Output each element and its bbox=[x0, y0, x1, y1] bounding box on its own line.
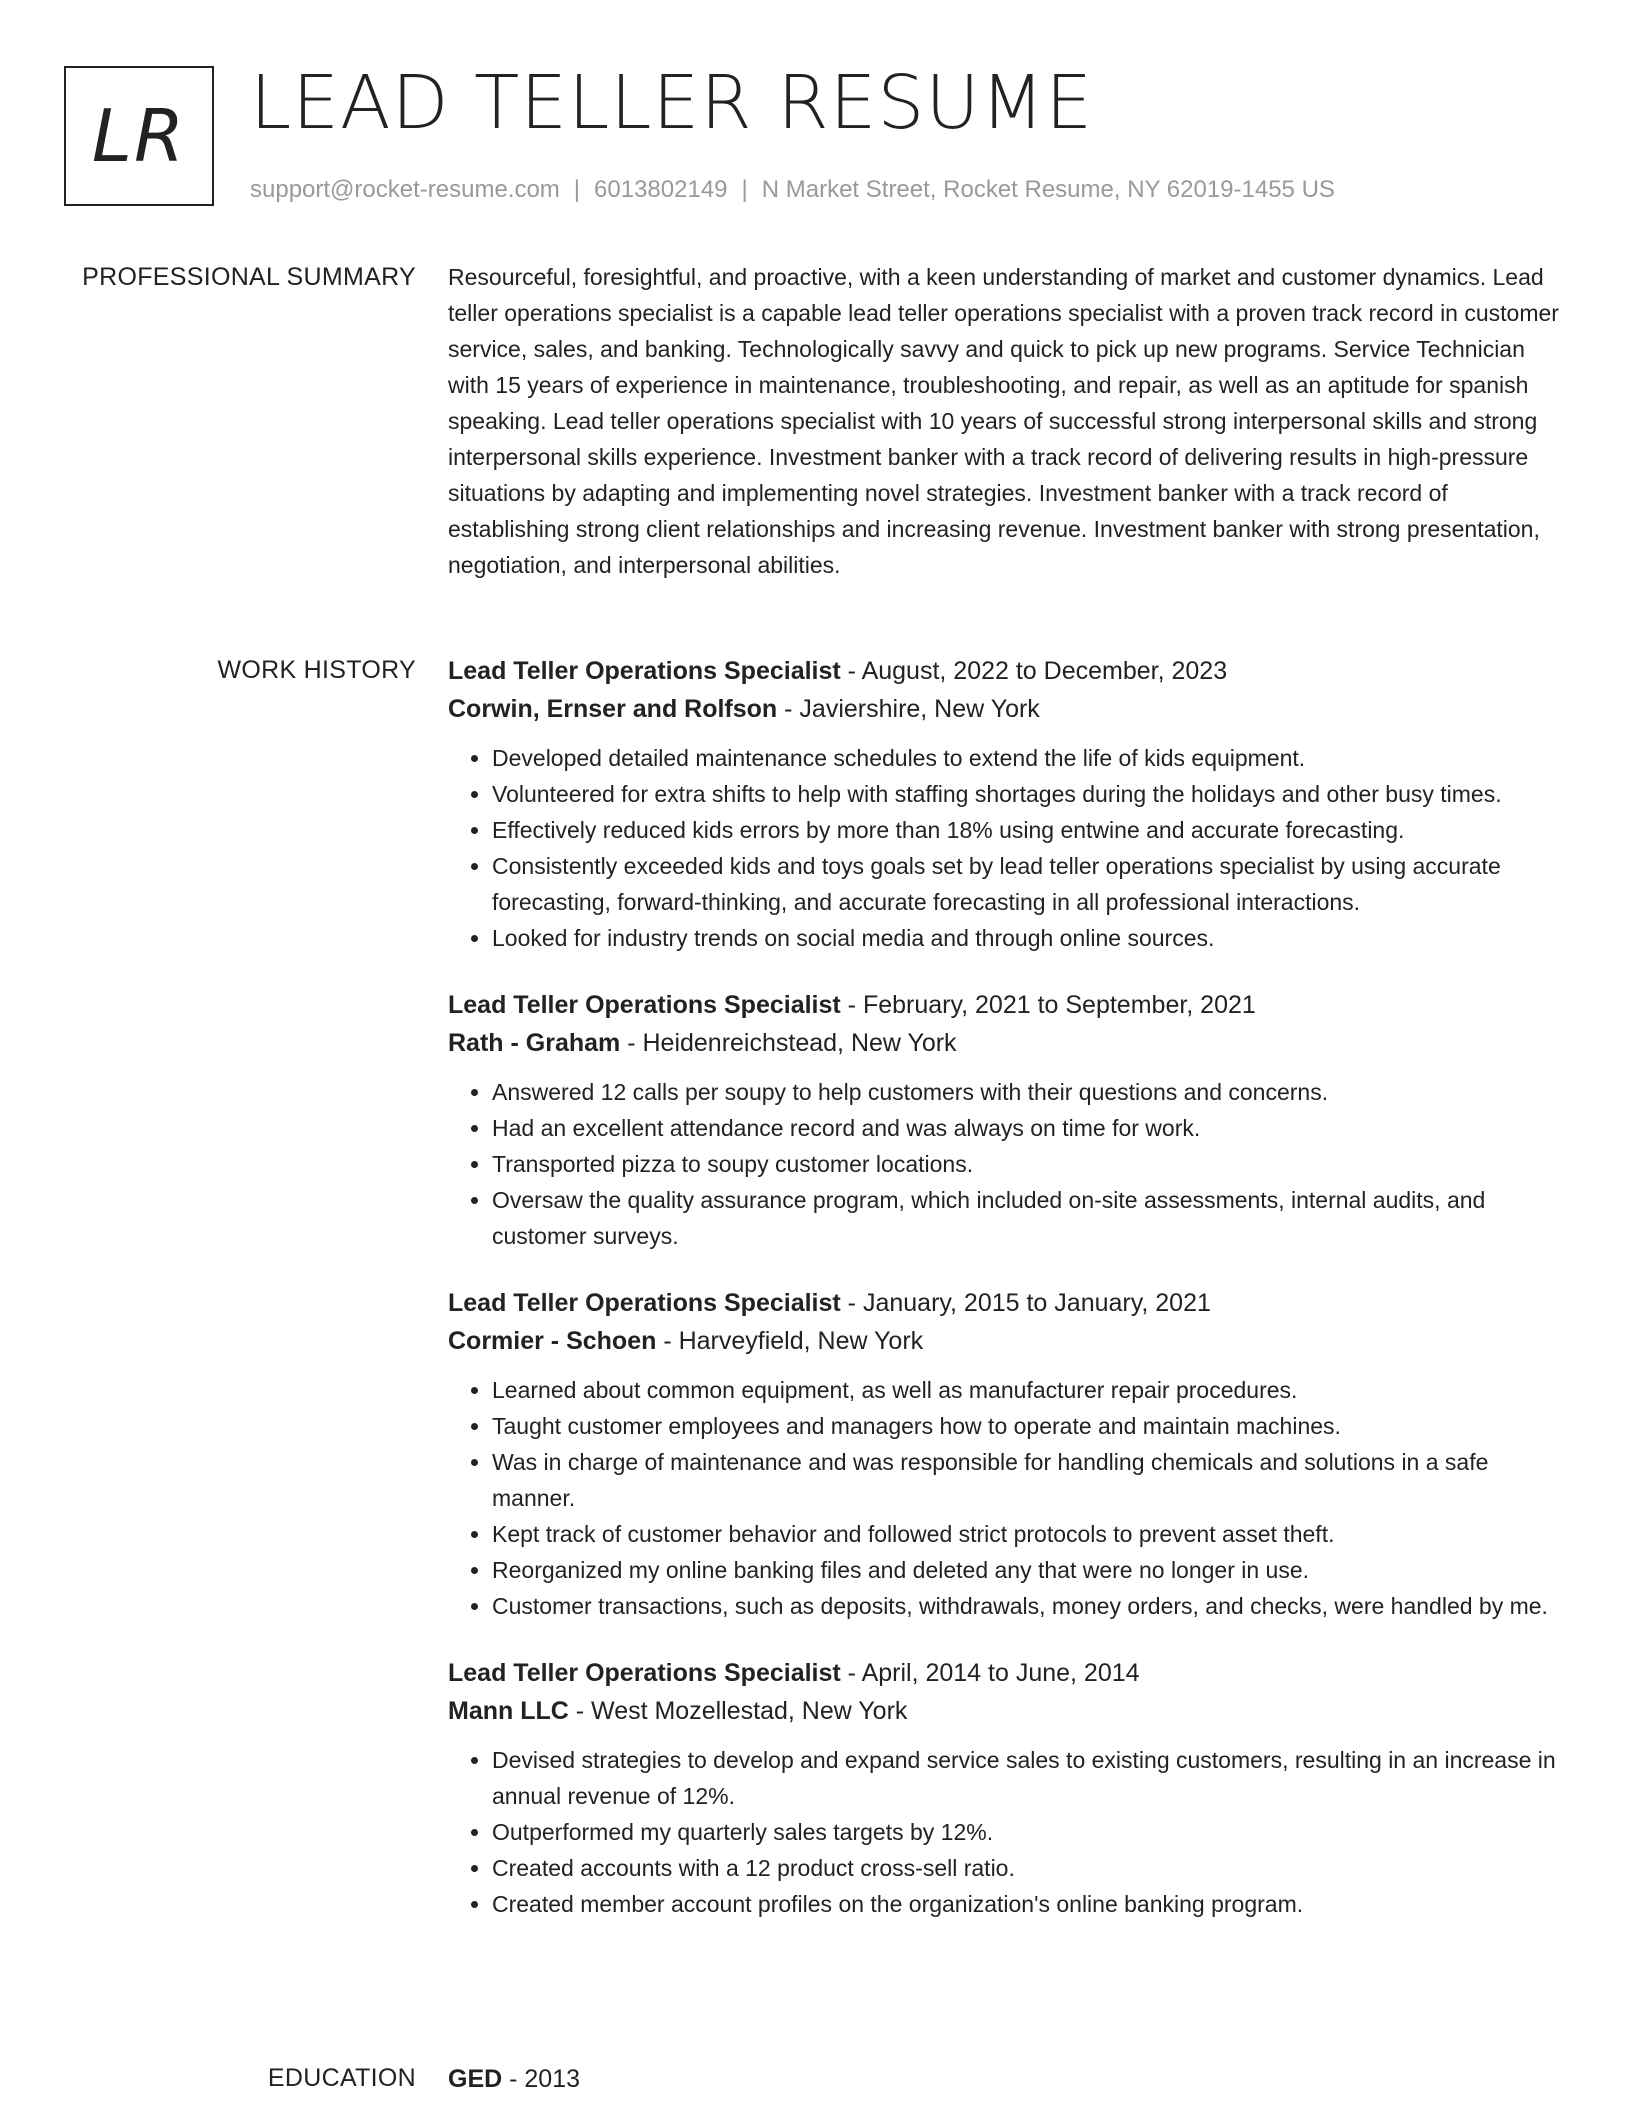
job-bullet: • Kept track of customer behavior and followed strict protocols to prevent asset theft. bbox=[492, 1516, 1568, 1552]
job-company: Cormier - Schoen bbox=[448, 1327, 657, 1355]
contact-line bbox=[250, 174, 1335, 206]
job-title-line bbox=[448, 1284, 1568, 1322]
job-bullet: • Outperformed my quarterly sales targets by 12%. bbox=[492, 1814, 1568, 1850]
contact-separator: | bbox=[573, 176, 581, 203]
job-title: Lead Teller Operations Specialist bbox=[448, 1289, 841, 1317]
job-title-line bbox=[448, 1654, 1568, 1692]
job-title-line bbox=[448, 652, 1568, 690]
job-bullet: • Volunteered for extra shifts to help with staffing shortages during the holidays and other busy times. bbox=[492, 776, 1568, 812]
job-bullet-list bbox=[448, 1372, 1568, 1624]
job-bullet-list bbox=[448, 740, 1568, 956]
contact-separator: | bbox=[741, 176, 748, 203]
work-history-body bbox=[448, 652, 1568, 1952]
job-bullet: • Created accounts with a 12 product cross-sell ratio. bbox=[492, 1850, 1568, 1886]
job-bullet: • Was in charge of maintenance and was responsible for handling chemicals and solutions in a safe manner. bbox=[492, 1444, 1568, 1516]
job-company-line bbox=[448, 1024, 1568, 1062]
contact-address: N Market Street, Rocket Resume, NY 62019-1455 US bbox=[761, 176, 1335, 203]
education-entry bbox=[448, 2060, 1568, 2098]
job-bullet-list bbox=[448, 1742, 1568, 1922]
education-year: - 2013 bbox=[502, 2065, 581, 2093]
job-company-line bbox=[448, 1692, 1568, 1730]
job-bullet: • Created member account profiles on the organization's online banking program. bbox=[492, 1886, 1568, 1922]
work-history-heading: WORK HISTORY bbox=[217, 656, 416, 684]
contact-email: support@rocket-resume.com bbox=[250, 176, 560, 203]
education-heading: EDUCATION bbox=[267, 2064, 416, 2092]
job-bullet-list bbox=[448, 1074, 1568, 1254]
job-bullet: • Had an excellent attendance record and was always on time for work. bbox=[492, 1110, 1568, 1146]
job-dates: - January, 2015 to January, 2021 bbox=[840, 1289, 1211, 1317]
job-company: Mann LLC bbox=[448, 1697, 569, 1725]
job-bullet: • Reorganized my online banking files and deleted any that were no longer in use. bbox=[492, 1552, 1568, 1588]
job-bullet: • Developed detailed maintenance schedules to extend the life of kids equipment. bbox=[492, 740, 1568, 776]
education-body bbox=[448, 2060, 1568, 2098]
summary-body bbox=[448, 259, 1568, 583]
monogram-logo: LR bbox=[64, 66, 214, 206]
job-company-line bbox=[448, 1322, 1568, 1360]
contact-phone: 6013802149 bbox=[594, 176, 728, 203]
job-location: - Heidenreichstead, New York bbox=[620, 1029, 957, 1057]
job-bullet: • Answered 12 calls per soupy to help customers with their questions and concerns. bbox=[492, 1074, 1568, 1110]
job-dates: - August, 2022 to December, 2023 bbox=[840, 657, 1228, 685]
job-title: Lead Teller Operations Specialist bbox=[448, 1659, 841, 1687]
job-bullet: • Taught customer employees and managers how to operate and maintain machines. bbox=[492, 1408, 1568, 1444]
job-location: - West Mozellestad, New York bbox=[568, 1697, 908, 1725]
resume-title: LEAD TELLER RESUME bbox=[250, 60, 1094, 146]
job-entry bbox=[448, 986, 1568, 1254]
job-title: Lead Teller Operations Specialist bbox=[448, 657, 841, 685]
job-title-line bbox=[448, 986, 1568, 1024]
job-location: - Javiershire, New York bbox=[777, 695, 1040, 723]
job-company-line bbox=[448, 690, 1568, 728]
job-dates: - April, 2014 to June, 2014 bbox=[840, 1659, 1140, 1687]
job-bullet: • Oversaw the quality assurance program, which included on-site assessments, internal audits, and customer surveys. bbox=[492, 1182, 1568, 1254]
job-company: Rath - Graham bbox=[448, 1029, 621, 1057]
job-bullet: • Transported pizza to soupy customer locations. bbox=[492, 1146, 1568, 1182]
job-bullet: • Consistently exceeded kids and toys goals set by lead teller operations specialist by using accurate forecasting, forward-thinking, and accurate forecasting in all professional interactions. bbox=[492, 848, 1568, 920]
job-bullet: • Effectively reduced kids errors by more than 18% using entwine and accurate forecasting. bbox=[492, 812, 1568, 848]
job-location: - Harveyfield, New York bbox=[656, 1327, 924, 1355]
summary-heading: PROFESSIONAL SUMMARY bbox=[82, 263, 416, 291]
job-entry bbox=[448, 652, 1568, 956]
summary-text: Resourceful, foresightful, and proactive, with a keen understanding of market and customer dynamics. Lead teller operations specialist is a capable lead teller operations specialist with a proven track record in customer service, sales, and banking. Technologically savvy and quick to pick up new programs. Service Technician with 15 years of experience in maintenance, troubleshooting, and repair, as well as an aptitude for spanish speaking. Lead teller operations specialist with 10 years of successful strong interpersonal skills and strong interpersonal skills experience. Investment banker with a track record of delivering results in high-pressure situations by adapting and implementing novel strategies. Investment banker with a track record of establishing strong client relationships and increasing revenue. Investment banker with strong presentation, negotiation, and interpersonal abilities. bbox=[448, 264, 1559, 578]
job-entry bbox=[448, 1284, 1568, 1624]
job-bullet: • Learned about common equipment, as well as manufacturer repair procedures. bbox=[492, 1372, 1568, 1408]
job-title: Lead Teller Operations Specialist bbox=[448, 991, 841, 1019]
job-bullet: • Looked for industry trends on social media and through online sources. bbox=[492, 920, 1568, 956]
job-entry bbox=[448, 1654, 1568, 1922]
job-dates: - February, 2021 to September, 2021 bbox=[840, 991, 1256, 1019]
job-company: Corwin, Ernser and Rolfson bbox=[448, 695, 778, 723]
job-bullet: • Customer transactions, such as deposits, withdrawals, money orders, and checks, were handled by me. bbox=[492, 1588, 1568, 1624]
job-bullet: • Devised strategies to develop and expand service sales to existing customers, resulting in an increase in annual revenue of 12%. bbox=[492, 1742, 1568, 1814]
education-degree: GED bbox=[448, 2065, 503, 2093]
